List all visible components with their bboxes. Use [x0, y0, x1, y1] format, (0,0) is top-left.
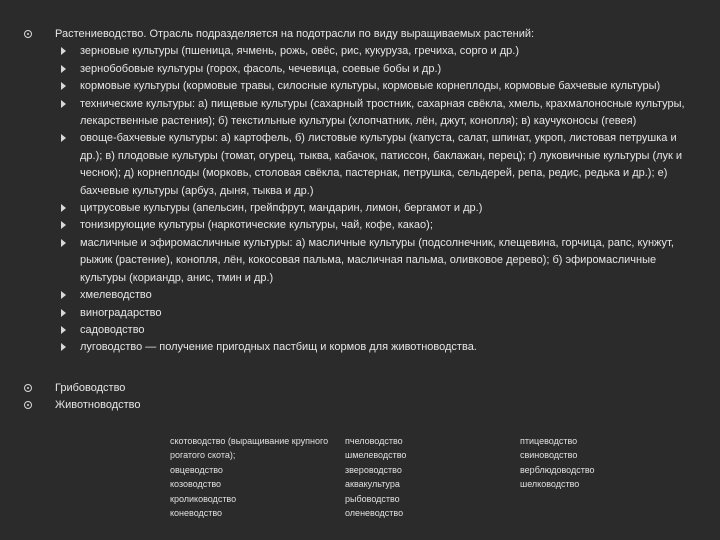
- main-item-label: Грибоводство: [55, 381, 126, 394]
- triangle-bullet-icon: [61, 291, 66, 299]
- list-item: хмелеводство: [55, 287, 700, 304]
- triangle-bullet-icon: [61, 309, 66, 317]
- list-item: кролиководство: [170, 493, 237, 504]
- list-item: виноградарство: [55, 305, 700, 322]
- triangle-bullet-icon: [61, 239, 66, 247]
- list-item: технические культуры: а) пищевые культуры (сахарный тростник, сахарная свёкла, хмель, крахмалоносные культуры, лекарственные растения); б) текстильные культуры (хлопчатник, лён, джут, конопля); в) каучуконосы (гевея): [55, 96, 700, 131]
- main-item-label: Животноводство: [55, 399, 141, 412]
- animal-branches-column-1: [170, 434, 350, 520]
- list-item: тонизирующие культуры (наркотические культуры, чай, кофе, какао);: [55, 217, 700, 234]
- animal-branches-column-2: [345, 434, 406, 520]
- list-item: аквакультура: [345, 479, 400, 490]
- triangle-bullet-icon: [61, 82, 66, 90]
- triangle-bullet-icon: [61, 343, 66, 351]
- list-item: масличные и эфиромасличные культуры: а) масличные культуры (подсолнечник, клещевина, горчица, рапс, кунжут, рыжик (растение), конопля, лён, кокосовая пальма, масличная пальма, оливковое дерево); б) эфиромасличные культуры (кориандр, анис, тмин и др.): [55, 235, 700, 287]
- animal-branches-column-3: [520, 434, 595, 492]
- triangle-bullet-icon: [61, 65, 66, 73]
- spacer: [24, 357, 700, 380]
- list-item: рыбоводство: [345, 493, 400, 504]
- plant-subbranches-list: [55, 43, 700, 356]
- list-item: зерновые культуры (пшеница, ячмень, рожь, овёс, рис, кукуруза, гречиха, сорго и др.): [55, 43, 700, 60]
- list-item: свиноводство: [520, 450, 578, 461]
- list-item: скотоводство (выращивание крупного рогатого скота);: [170, 436, 329, 461]
- circle-bullet-icon: [24, 401, 32, 409]
- triangle-bullet-icon: [61, 47, 66, 55]
- circle-bullet-icon: [24, 30, 32, 38]
- list-item: кормовые культуры (кормовые травы, силосные культуры, кормовые корнеплоды, кормовые бахчевые культуры): [55, 78, 700, 95]
- list-item: луговодство — получение пригодных пастбищ и кормов для животноводства.: [55, 339, 700, 356]
- list-item: звероводство: [345, 464, 402, 475]
- list-item: овцеводство: [170, 464, 223, 475]
- list-item: шмелеводство: [345, 450, 407, 461]
- triangle-bullet-icon: [61, 134, 66, 142]
- main-item-plant-growing: [24, 26, 700, 357]
- list-item: коневодство: [170, 508, 223, 519]
- triangle-bullet-icon: [61, 326, 66, 334]
- circle-bullet-icon: [24, 384, 32, 392]
- list-item: птицеводство: [520, 436, 578, 446]
- main-list: [24, 26, 700, 415]
- main-item-animal-husbandry: [24, 397, 700, 414]
- list-item: пчеловодство: [345, 436, 403, 446]
- list-item: верблюдоводство: [520, 464, 595, 475]
- triangle-bullet-icon: [61, 204, 66, 212]
- list-item: цитрусовые культуры (апельсин, грейпфрут, мандарин, лимон, бергамот и др.): [55, 200, 700, 217]
- triangle-bullet-icon: [61, 221, 66, 229]
- list-item: зернобобовые культуры (горох, фасоль, чечевица, соевые бобы и др.): [55, 61, 700, 78]
- list-item: козоводство: [170, 479, 222, 490]
- list-item: шелководство: [520, 479, 580, 490]
- list-item: садоводство: [55, 322, 700, 339]
- list-item: оленеводство: [345, 508, 404, 519]
- main-item-mushroom-growing: [24, 380, 700, 397]
- main-item-label: Растениеводство. Отрасль подразделяется на подотрасли по виду выращиваемых растений:: [55, 28, 535, 40]
- list-item: овоще-бахчевые культуры: а) картофель, б) листовые культуры (капуста, салат, шпинат, укроп, листовая петрушка и др.); в) плодовые культуры (томат, огурец, тыква, кабачок, патиссон, баклажан, перец); г) луковичные культуры (лук и чеснок); д) корнеплоды (морковь, столовая свёкла, пастернак, петрушка, сельдерей, репа, редис, редька и др.); е) бахчевые культуры (арбуз, дыня, тыква и др.): [55, 130, 700, 200]
- triangle-bullet-icon: [61, 100, 66, 108]
